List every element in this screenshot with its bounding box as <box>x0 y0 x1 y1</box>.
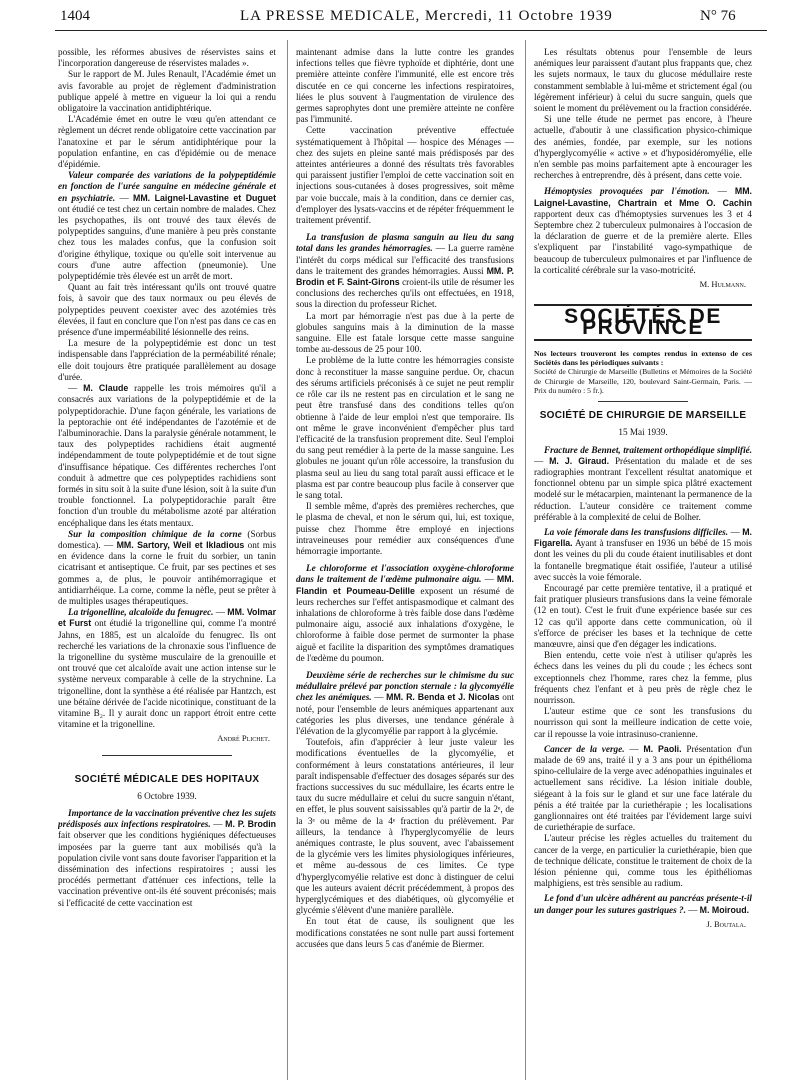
paragraph: — M. Claude rappelle les trois mémoires qu'il a consacrés aux variations de la polypeptidémie et de la polypeptidorachie. D'une façon générale, les variations de la peptorachie ont été indépendantes de l'azotémie et de l'albuminorachie. Dans la paralysie générale notamment, le taux des polypeptides rachidiens était augmenté indépendamment de toute polypeptidémie et de tout signe d'insuffisance hépatique. Ces différentes recherches l'ont conduit à admettre que ces polypeptides rachidiens sont formés in situ soit à la suite d'une lésion, soit à la suite d'un trouble fonctionnel. La polypeptidorachie paraît être fonction d'un trouble du métabolisme azoté par altération encéphalique dans les états mentaux. <box>58 383 276 528</box>
session-date: 6 Octobre 1939. <box>137 790 197 801</box>
article-title: Fracture de Bennet, traitement orthopédique simplifié. <box>544 444 752 455</box>
notice <box>534 349 752 395</box>
paragraph: Bien entendu, cette voie n'est à utiliser qu'après les échecs dans les veines du pli du coude ; les échecs sont exceptionnels chez l'homme, rares chez la femme, plus fréquents chez l'enfant et à peu près de règle chez le nourrisson. <box>534 650 752 705</box>
paragraph: En tout état de cause, ils soulignent que les modifications constatées ne sont nulle part aussi fortement accusées que dans leurs 5 cas d'anémie de Biermer. <box>296 916 514 949</box>
article-vaccination: Importance de la vaccination préventive chez les sujets prédisposés aux infections respiratoires. — M. P. Brodin fait observer que les conditions hygiéniques défectueuses imposées par la guerre tant aux mobilisés qu'à la population civile vont sans doute favoriser l'apparition et la dissémination des infections respiratoires ; aussi les procédés permettant d'atténuer ces infections, telle la vaccination préventive ont-ils été souvent préconisés; mais si l'efficacité de cette vaccination est <box>58 808 276 908</box>
paragraph: L'auteur estime que ce sont les transfusions du nourrisson qui sont la meilleure indication de cette voie, car il repousse la voie intrasinuso-cranienne. <box>534 706 752 739</box>
article-title: Le fond d'un ulcère adhérent au pancréas présente-t-il un danger pour les sutures gastriques ?. <box>534 893 752 915</box>
article-title: Le chloroforme et l'association oxygène-chloroforme dans le traitement de l'œdème pulmonaire aigu. <box>296 563 514 585</box>
paragraph: L'auteur précise les règles actuelles du traitement du cancer de la verge, en particulier la curiethérapie, bien que de technique délicate, constitue le traitement de choix de la lésion pénienne qui, comme tous les épithéliomas malphigiens, est très sensible au radium. <box>534 833 752 889</box>
page-number: 1404 <box>60 8 90 24</box>
article-authors: MM. R. Benda et J. Nicolas <box>386 692 500 703</box>
column-middle <box>296 47 514 1077</box>
article-text: ont étudié ce test chez un certain nombre de malades. Chez les psychopathes, ils ont trouvé des taux élevés de polypeptides sanguins, d'une manière à peu près constante chez tous les malades confus, que la confusion soit d'origine éthylique, toxique ou qu'elle soit intervenue au cours d'une autre affection (pneumonie). Une polypeptidémie très élevée est un arrêt de mort. <box>58 203 276 282</box>
column-divider <box>525 40 526 1080</box>
article-subtitle: (Sorbus domestica). — <box>58 528 276 550</box>
article-authors: M. P. Brodin <box>225 819 276 830</box>
article-title: Deuxième série de recherches sur le chimisme du suc médullaire prélevé par ponction sternale : la glycomyélie chez les anémiques. <box>296 669 514 703</box>
issue-number: N° 76 <box>700 8 736 24</box>
article-authors: M. Paoli. <box>643 743 682 754</box>
article-text: Présentation d'un malade de 69 ans, traité il y a 3 ans pour un épithélioma spino-cellulaire de la verge avec adénopathies inguinales et actuellement sans récidive. La lésion initiale double, siégeant à la fois sur le gland et sur une face latérale du pénis a été traitée par la curiethérapie ; les localisations ganglionnaires ont été traitées par l'évidement large suivi de curiethérapie de surface. <box>534 743 752 833</box>
column-divider <box>287 40 288 1080</box>
society-title: SOCIÉTÉ DE CHIRURGIE DE MARSEILLE <box>539 410 747 422</box>
article-title: La trigonelline, alcaloïde du fenugrec. <box>68 607 214 618</box>
article-text: Présentation du malade et de ses radiographies montrant l'excellent résultat anatomique et fonctionnel obtenu par un simple spica plâtré exactement modelé sur le métacarpien, maintenant la permanence de la réduction. L'auteur considère ce traitement comme préférable à la complexité de celui de Bolher. <box>534 455 752 522</box>
article-title: Importance de la vaccination préventive chez les sujets prédisposés aux infections respiratoires. <box>58 808 276 830</box>
article-authors: M. Figarella. <box>534 526 752 549</box>
signature: J. Boutala. <box>706 918 746 929</box>
article-text: ont mis en évidence dans la corne le fruit du sorbier, un tanin cicatrisant et antiseptique. Ce fruit, par ses pectines et ses gommes a, de plus, le pouvoir antihémorragique et antidiarrhéique. La corne, comme la nèfle, peut se prêter à de multiples usages thérapeutiques. <box>58 539 276 606</box>
article-text: fait observer que les conditions hygiéniques défectueuses imposées par la guerre tant aux mobilisés qu'à la population civile vont sans doute favoriser l'apparition et la dissémination des infections respiratoires ; aussi les procédés permettant d'atténuer ces infections, telle la vaccination préventive ont-ils été souvent préconisés; mais si l'efficacité de cette vaccination est <box>58 830 276 908</box>
paragraph: maintenant admise dans la lutte contre les grandes infections telles que fièvre typhoïde et diphtérie, dont une première atteinte confère l'immunité, elle est encore très discutée en ce qui concerne les infections respiratoires, liées le plus souvent à l'augmentation de virulence des germes saprophytes dont une première atteinte ne confère pas l'immunité. <box>296 47 514 125</box>
article-title: La transfusion de plasma sanguin au lieu du sang total dans les grandes hémorragies. <box>296 232 514 254</box>
article-title: Sur la composition chimique de la corne <box>68 528 242 539</box>
article-corne <box>58 529 276 607</box>
journal-title: LA PRESSE MEDICALE, Mercredi, 11 Octobre 1939 <box>240 8 613 24</box>
paragraph: Les résultats obtenus pour l'ensemble de leurs anémiques leur paraissent d'autant plus frappants que, chez les sujets normaux, le taux du glucose médullaire reste constamment semblable à lui-même et strictement égal (ou légèrement inférieur) à celui du sucre sanguin, quels que soient le moment du prélèvement ou la fraction considérée. <box>534 47 752 114</box>
paragraph: La mort par hémorragie n'est pas due à la perte de globules sanguins mais à la diminution de la masse sanguine. Elle est fatale lorsque cette masse sanguine tombe au-dessous de 25 pour 100. <box>296 310 514 355</box>
article-text: Ayant à transfuser en 1936 un bébé de 15 mois dont les veines du pli du coude étaient inutilisables et dont la fontanelle bregmatique était ossifiée, l'auteur a utilisé avec succès la voie fémorale. <box>534 538 752 582</box>
article-text: exposent un résumé de leurs recherches sur l'effet antispasmodique et calmant des inhalations de chloroforme à très faible dose dans l'œdème pulmonaire aigu, associé aux inhalations d'oxygène, le chloroforme à faible dose permet de surmonter la phase aiguë et facilite la disparition des symptômes dramatiques de l'œdème du poumon. <box>296 585 514 663</box>
separator <box>598 401 688 402</box>
article-text: rappelle les trois mémoires qu'il a consacrés aux variations de la polypeptidémie et de la polypeptidorachie. D'une façon générale, les variations de la peptorachie ont été indépendantes de l'azotémie et de l'albuminorachie. Dans la paralysie générale notamment, le taux des polypeptides rachidiens était augmenté indépendamment de toute polypeptidémie et de tout signe d'insuffisance hépatique. Ces différentes recherches l'ont conduit à admettre que ces polypeptides rachidiens sont formés in situ soit à la suite d'une lésion, soit à la suite d'un trouble fonctionnel. La polypeptidorachie paraît être fonction d'un trouble du métabolisme azoté par altération encéphalique dans les états mentaux. <box>58 383 276 528</box>
article-text: croient-ils utile de résumer les conclusions des recherches qu'ils ont effectuées, en 1918, sous la direction du professeur Richet. <box>296 277 514 310</box>
article-ulcere-pancreas: Le fond d'un ulcère adhérent au pancréas présente-t-il un danger pour les sutures gastriques ?. — M. Moiroud. <box>534 893 752 915</box>
article-text: ont noté, pour l'ensemble de leurs anémiques appartenant aux catégories les plus diverses, une tendance générale à l'élévation de la glycomyélie par rapport à la glycémie. <box>296 692 514 736</box>
paragraph: Quant au fait très intéressant qu'ils ont trouvé quatre fois, à savoir que des taux normaux ou peu élevés de polypeptides peuvent coexister avec des azotémies très élevées, il faut en conclure que l'on n'est pas dans ce cas en présence d'une imperméabilité lésionnelle des reins. <box>58 282 276 338</box>
notice-lead: Nos lecteurs trouveront les comptes rendus in extenso de ces Sociétés dans les périodiques suivants : <box>534 348 752 368</box>
article-title: Valeur comparée des variations de la polypeptidémie en fonction de l'urée sanguine en médecine générale et en psychiatrie. <box>58 170 276 203</box>
paragraph: Cette vaccination préventive effectuée systématiquement à l'hôpital — hospice des Ménages — chez des sujets en pleine santé mais prédisposés par des atteintes antérieures a donné des résultats très favorables qui paraissent justifier l'emploi de cette vaccination soit en injections sous-cutanées à doses progressives, soit même par voie buccale, mais à la condition, dans ce dernier cas, d'employer des lysats-vaccins et de répéter fréquemment le traitement préventif. <box>296 125 514 226</box>
article-hemoptysies: Hémoptysies provoquées par l'émotion. — MM. Laignel-Lavastine, Chartrain et Mme O. Cachin rapportent deux cas d'hémoptysies survenues les 3 et 4 Septembre chez 2 tuberculeux pulmonaires à l'occasion de la déclaration de guerre et de la première alerte. Elles s'expliquent par l'instabilité vago-sympathique de beaucoup de tuberculeux pulmonaires et par l'influence de la corticalité cérébrale sur la vaso-motricité. <box>534 186 752 275</box>
paragraph: Si une telle étude ne permet pas encore, à l'heure actuelle, d'aboutir à une classification physico-chimique des anémies, fondée, par exemple, sur les notions d'hyperglycomyélie « active » et d'hyposidéromyélie, elle n'en semble pas moins parfaitement apte à encourager les recherches à entreprendre, dès à présent, dans cette voie. <box>534 114 752 181</box>
paragraph: La mesure de la polypeptidémie est donc un test indispensable dans l'appréciation de la perméabilité rénale; elle doit toujours être pratiquée parallèlement au dosage d'urée. <box>58 338 276 382</box>
article-transfusion-plasma: La transfusion de plasma sanguin au lieu du sang total dans les grandes hémorragies. — La guerre ramène l'intérêt du corps médical sur l'efficacité des transfusions dans le traitement des grandes hémorragies. Aussi MM. P. Brodin et F. Saint-Girons croient-ils utile de résumer les conclusions des recherches qu'ils ont effectuées, en 1918, sous la direction du professeur Richet. <box>296 232 514 310</box>
article-title: Cancer de la verge. <box>544 743 625 754</box>
paragraph: Il semble même, d'après des premières recherches, que le plasma de cheval, et non le sérum qui, lui, est toxique, puisse chez l'homme être employé en injections intraveineuses pour remédier aux conséquences d'une hémorragie importante. <box>296 501 514 556</box>
article-authors: MM. Flandin et Poumeau-Delille <box>296 574 514 596</box>
article-authors: M. Moiroud. <box>699 904 750 915</box>
article-cancer-verge: Cancer de la verge. — M. Paoli. Présentation d'un malade de 69 ans, traité il y a 3 ans pour un épithélioma spino-cellulaire de la verge avec adénopathies inguinales et actuellement sans récidive. La lésion initiale double, siégeant à la fois sur le gland et sur une face latérale du pénis a été traitée par la curiethérapie ; les localisations ganglionnaires ont été traitées par l'évidement large suivi de curiethérapie de surface. <box>534 743 752 833</box>
article-polypeptidemie: Valeur comparée des variations de la polypeptidémie en fonction de l'urée sanguine en médecine générale et en psychiatrie. — MM. Laignel-Lavastine et Duguet ont étudié ce test chez un certain nombre de malades. Chez les psychopathes, ils ont trouvé des taux élevés de polypeptides sanguins, d'une manière à peu près constante chez tous les malades confus, que la confusion soit d'origine éthylique, toxique ou qu'elle soit intervenue au cours d'une autre affection (pneumonie). Une polypeptidémie très élevée est un arrêt de mort. <box>58 170 276 282</box>
article-authors: M. J. Giraud. <box>549 455 610 466</box>
article-authors: MM. Sartory, Weil et Ikladious <box>116 539 245 550</box>
article-authors: M. Claude <box>83 383 129 394</box>
signature: André Plichet. <box>217 733 270 744</box>
society-title: SOCIÉTÉ MÉDICALE DES HOPITAUX <box>74 773 260 785</box>
article-authors: MM. Volmar et Furst <box>58 607 276 629</box>
article-bennet: Fracture de Bennet, traitement orthopédique simplifié. — M. J. Giraud. Présentation du malade et de ses radiographies montrant l'excellent résultat anatomique et fonctionnel obtenu par un simple spica plâtré exactement modelé sur le métacarpien, maintenant la permanence de la réduction. L'auteur considère ce traitement comme préférable à la complexité de celui de Bolher. <box>534 444 752 522</box>
column-left <box>58 47 276 1077</box>
paragraph: L'Académie émet en outre le vœu qu'en attendant ce règlement un décret rende obligatoire cette vaccination par l'anatoxine et par le sérum antidiphtérique pour la population enfantine, en cas d'épidémie ou de menace d'épidémie. <box>58 114 276 170</box>
article-trigonelline: La trigonelline, alcaloïde du fenugrec. — MM. Volmar et Furst ont étudié la trigonelline qui, comme l'a montré Jahns, en 1885, est un alcaloïde du fenugrec. Ils ont recherché les variations de la chronaxie sous l'influence de la trigonelline du système musculaire de la grenouille et ont trouvé que cet alcaloïde avait une action intense sur le système nerveux comparable à celle de la strychnine. La trigonelline, dont la synthèse a été réalisée par Hantzch, est une bétaïne dérivée de l'acide nicotinique, constituant de la vitamine B₂. Il y aurait donc un rapport étroit entre cette vitamine et la trigonelline. <box>58 607 276 730</box>
section-title: SOCIÉTÉS DE PROVINCE <box>564 305 722 340</box>
paragraph: Encouragé par cette première tentative, il a pratiqué et fait pratiquer plusieurs transfusions dans la veine fémorale (12 en tout). C'est le fruit d'une expérience basée sur ces 12 cas qu'il apporte dans cette communication, où il s'efforce de préciser les bases et la technique de cette manœuvre, ainsi que d'en dégager les indications. <box>534 582 752 649</box>
article-text: ont étudié la trigonelline qui, comme l'a montré Jahns, en 1885, est un alcaloïde du fenugrec. Ils ont recherché les variations de la chronaxie sous l'influence de la trigonelline du système musculaire de la grenouille et ont trouvé que cet alcaloïde avait une action intense sur le système nerveux comparable à celle de la strychnine. La trigonelline, dont la synthèse a été réalisée par Hantzch, est une bétaïne dérivée de l'acide nicotinique, constituant de la vitamine B₂. Il y aurait donc un rapport étroit entre cette vitamine et la trigonelline. <box>58 618 276 730</box>
article-authors: MM. Laignel-Lavastine et Duguet <box>133 192 276 203</box>
article-text: La guerre ramène l'intérêt du corps médical sur l'efficacité des transfusions dans le traitement des grandes hémorragies. Aussi <box>296 243 514 276</box>
paragraph: Le problème de la lutte contre les hémorragies consiste donc à reconstituer la masse sanguine perdue. Or, chacun des sérums artificiels préconisés à ce sujet ne peut remplir ce rôle car ils ne restent pas en circulation et le sang ne peut être transfusé dans des conditions telles qu'on obtienne à l'aide de leur emploi n'est que temporaire. Ils ont même le grave inconvénient d'empêcher plus tard l'efficacité de la transfusion proprement dite. Seul l'emploi du sang peut remédier à la perte de la masse sanguine. Les globules ne jouant qu'un rôle accessoire, la transfusion du plasma seul au lieu du sang total paraît aussi efficace et le plasma est par contre beaucoup plus facile à conserver que le sang total. <box>296 355 514 500</box>
article-glycomyelie: Deuxième série de recherches sur le chimisme du suc médullaire prélevé par ponction sternale : la glycomyélie chez les anémiques. — MM. R. Benda et J. Nicolas ont noté, pour l'ensemble de leurs anémiques appartenant aux catégories les plus diverses, une tendance générale à l'élévation de la glycomyélie par rapport à la glycémie. <box>296 669 514 736</box>
article-chloroforme: Le chloroforme et l'association oxygène-chloroforme dans le traitement de l'œdème pulmonaire aigu. — MM. Flandin et Poumeau-Delille exposent un résumé de leurs recherches sur l'effet antispasmodique et calmant des inhalations de chloroforme à très faible dose dans l'œdème pulmonaire aigu, associé aux inhalations d'oxygène, le chloroforme à faible dose permet de surmonter la phase aiguë et facilite la disparition des symptômes dramatiques de l'œdème du poumon. <box>296 563 514 663</box>
paragraph: Sur le rapport de M. Jules Renault, l'Académie émet un avis favorable au projet de règlement d'administration publique appelé à mettre en vigueur la loi qui a rendu obligatoire la vaccination antidiphtérique. <box>58 69 276 114</box>
paragraph: possible, les réformes abusives de réservistes sains et l'incorporation dangereuse de réservistes malades ». <box>58 47 276 69</box>
header-rule <box>55 30 767 31</box>
session-date: 15 Mai 1939. <box>618 427 668 438</box>
page-header <box>0 0 800 34</box>
separator <box>102 755 232 756</box>
article-text: rapportent deux cas d'hémoptysies survenues les 3 et 4 Septembre chez 2 tuberculeux pulmonaires à l'occasion de la déclaration de guerre et de la première alerte. Elles s'expliquent par l'instabilité vago-sympathique de beaucoup de tuberculeux pulmonaires et par l'influence de la corticalité cérébrale sur la vaso-motricité. <box>534 208 752 275</box>
article-voie-femorale: La voie fémorale dans les transfusions difficiles. — M. Figarella. Ayant à transfuser en 1936 un bébé de 15 mois dont les veines du pli du coude étaient inutilisables et dont la fontanelle bregmatique était ossifiée, l'auteur a utilisé avec succès la voie fémorale. <box>534 526 752 582</box>
signature: M. Hulmann. <box>699 279 746 290</box>
paragraph: Toutefois, afin d'apprécier à leur juste valeur les modifications éventuelles de la glycomyélie, et conformément à leurs constatations antérieures, il leur paraît indispensable d'effectuer des dosages séparés sur des fractions successives du suc médullaire, les écarts entre le taux du sucre médullaire et celui du sucre sanguin n'étant, en effet, le plus souvent saisissables qu'à partir de la 2ᵉ, de la 3ᵉ ou même de la 4ᵉ fraction du prélèvement. Par ailleurs, la tendance à l'hyperglycomyélie de leurs anémiques contraste, le plus souvent, avec l'abaissement de la glycémie vers les limites physiologiques inférieures, et même au-dessous de ces limites. Ce type d'hyperglycomyélie relative est donc à distinguer de celui que les auteurs avaient décrit précédemment, à propos des hyperglycémiques et des diabétiques, où glycomyélie et glycémie s'élèvent d'une manière parallèle. <box>296 737 514 916</box>
column-right <box>534 47 752 1077</box>
section-banner <box>534 304 752 340</box>
article-title: La voie fémorale dans les transfusions difficiles. <box>544 526 729 537</box>
article-authors: MM. Laignel-Lavastine, Chartrain et Mme O. Cachin <box>534 186 752 208</box>
article-title: Hémoptysies provoquées par l'émotion. <box>544 186 710 197</box>
notice-detail: Société de Chirurgie de Marseille (Bulletins et Mémoires de la Société de Chirurgie de Marseille, 120, boulevard Saint-Germain, Paris. — Prix du numéro : 5 fr.). <box>534 367 752 395</box>
article-authors: MM. P. Brodin et F. Saint-Girons <box>296 265 514 288</box>
